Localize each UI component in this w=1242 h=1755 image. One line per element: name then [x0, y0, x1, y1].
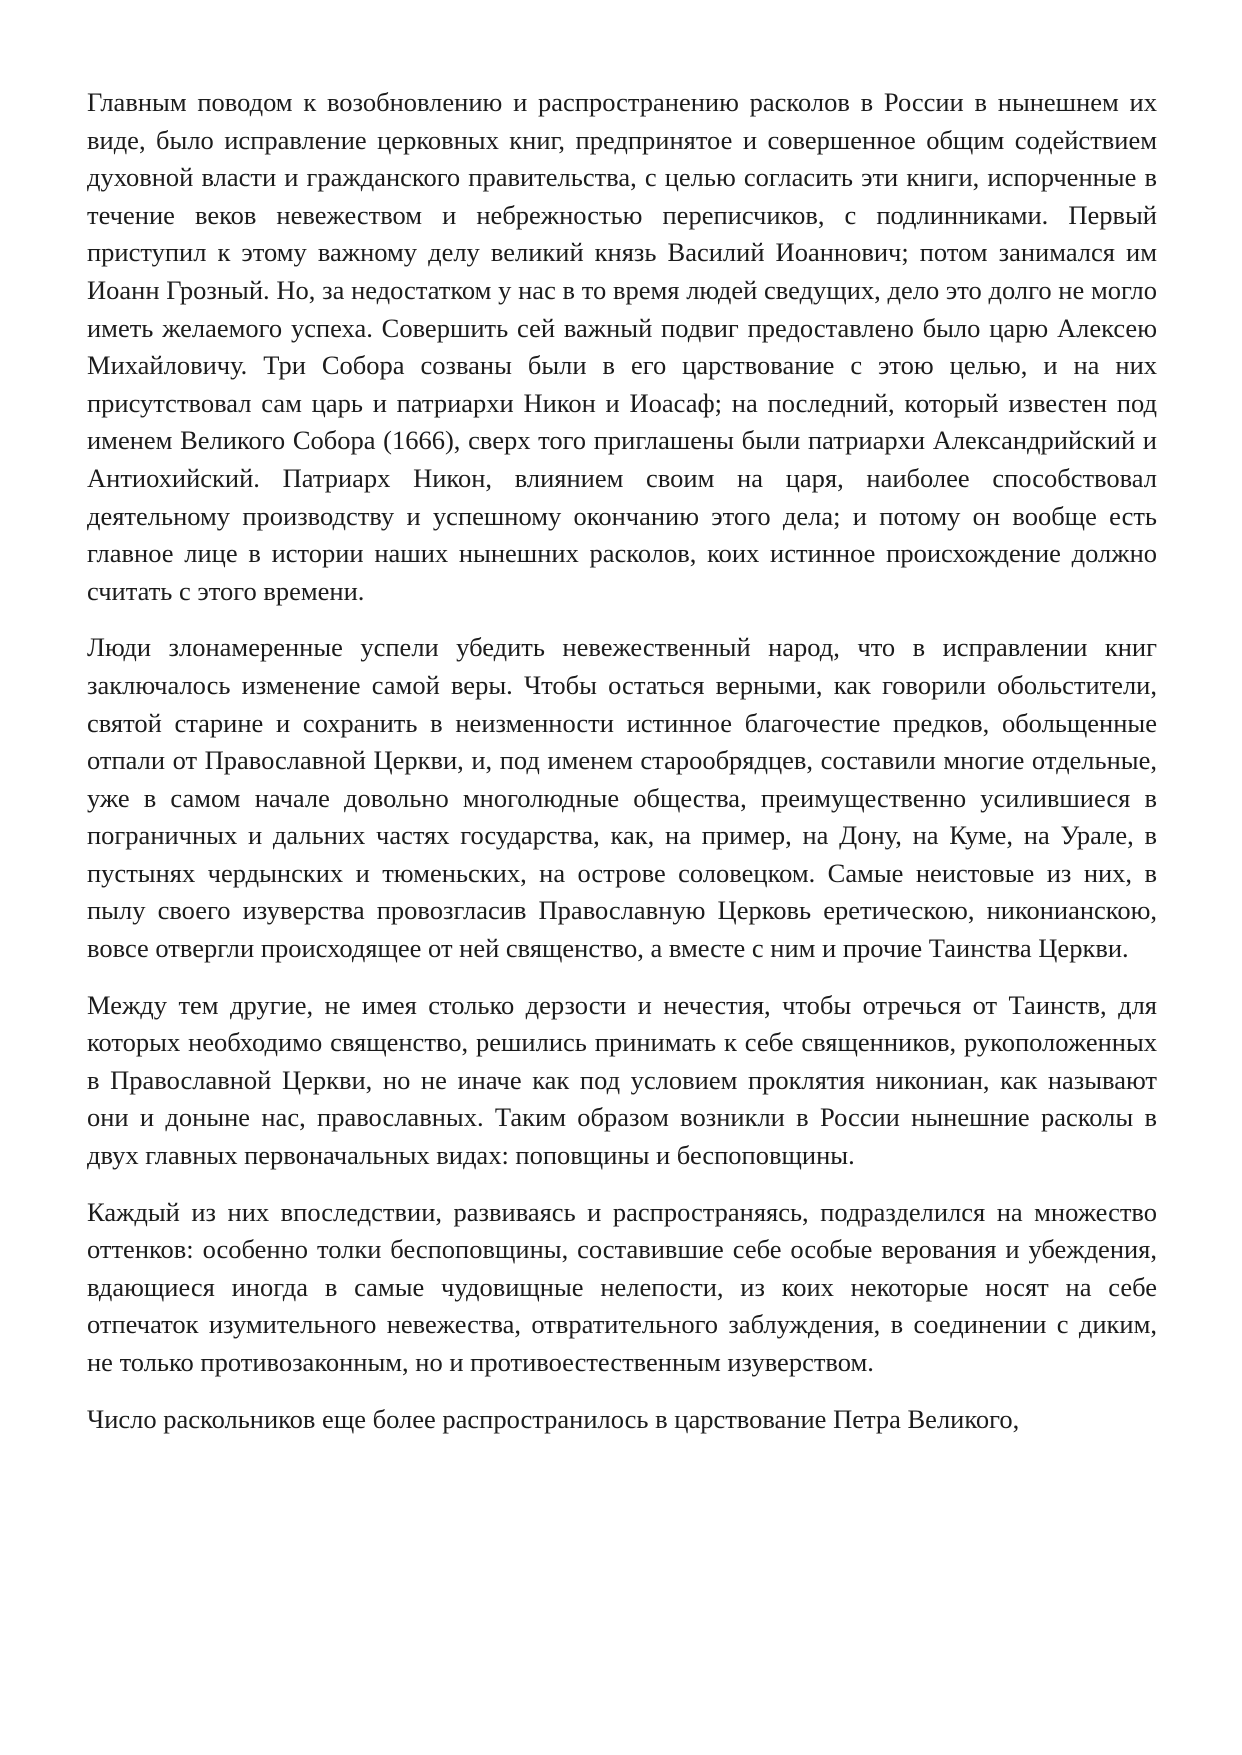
paragraph-3: Между тем другие, не имея столько дерзости и нечестия, чтобы отречься от Таинств, для которых необходимо священство, решились принимать к себе священников, рукоположенных в Православной Церкви, но не иначе как под условием проклятия никониан, как называют они и доныне нас, православных. Таким образом возникли в России нынешние расколы в двух главных первоначальных видах: поповщины и беспоповщины. [87, 989, 1157, 1171]
document-body [87, 84, 1157, 1457]
paragraph-5: Число раскольников еще более распространилось в царствование Петра Великого, [87, 1403, 1020, 1434]
paragraph-1: Главным поводом к возобновлению и распространению расколов в России в нынешнем их виде, было исправление церковных книг, предпринятое и совершенное общим содействием духовной власти и гражданского правительства, с целью согласить эти книги, испорченные в течение веков невежеством и небрежностью переписчиков, с подлинниками. Первый приступил к этому важному делу великий князь Василий Иоаннович; потом занимался им Иоанн Грозный. Но, за недостатком у нас в то время людей сведущих, дело это долго не могло иметь желаемого успеха. Совершить сей важный подвиг предоставлено было царю Алексею Михайловичу. Три Собора созваны были в его царствование с этою целью, и на них присутствовал сам царь и патриархи Никон и Иоасаф; на последний, который известен под именем Великого Собора (1666), сверх того приглашены были патриархи Александрийский и Антиохийский. Патриарх Никон, влиянием своим на царя, наиболее способствовал деятельному производству и успешному окончанию этого дела; и потому он вообще есть главное лице в истории наших нынешних расколов, коих истинное происхождение должно считать с этого времени. [87, 87, 1157, 606]
paragraph-4: Каждый из них впоследствии, развиваясь и распространяясь, подразделился на множество оттенков: особенно толки беспоповщины, составившие себе особые верования и убеждения, вдающиеся иногда в самые чудовищные нелепости, из коих некоторые носят на себе отпечаток изумительного невежества, отвратительного заблуждения, в соединении с диким, не только противозаконным, но и противоестественным изуверством. [87, 1196, 1157, 1377]
paragraph-2: Люди злонамеренные успели убедить невежественный народ, что в исправлении книг заключалось изменение самой веры. Чтобы остаться верными, как говорили обольстители, святой старине и сохранить в неизменности истинное благочестие предков, обольщенные отпали от Православной Церкви, и, под именем старообрядцев, составили многие отдельные, уже в самом начале довольно многолюдные общества, преимущественно усилившиеся в пограничных и дальних частях государства, как, на пример, на Дону, на Куме, на Урале, в пустынях чердынских и тюменьских, на острове соловецком. Самые неистовые из них, в пылу своего изуверства провозгласив Православную Церковь еретическою, никонианскою, вовсе отвергли происходящее от ней священство, а вместе с ним и прочие Таинства Церкви. [87, 632, 1157, 964]
